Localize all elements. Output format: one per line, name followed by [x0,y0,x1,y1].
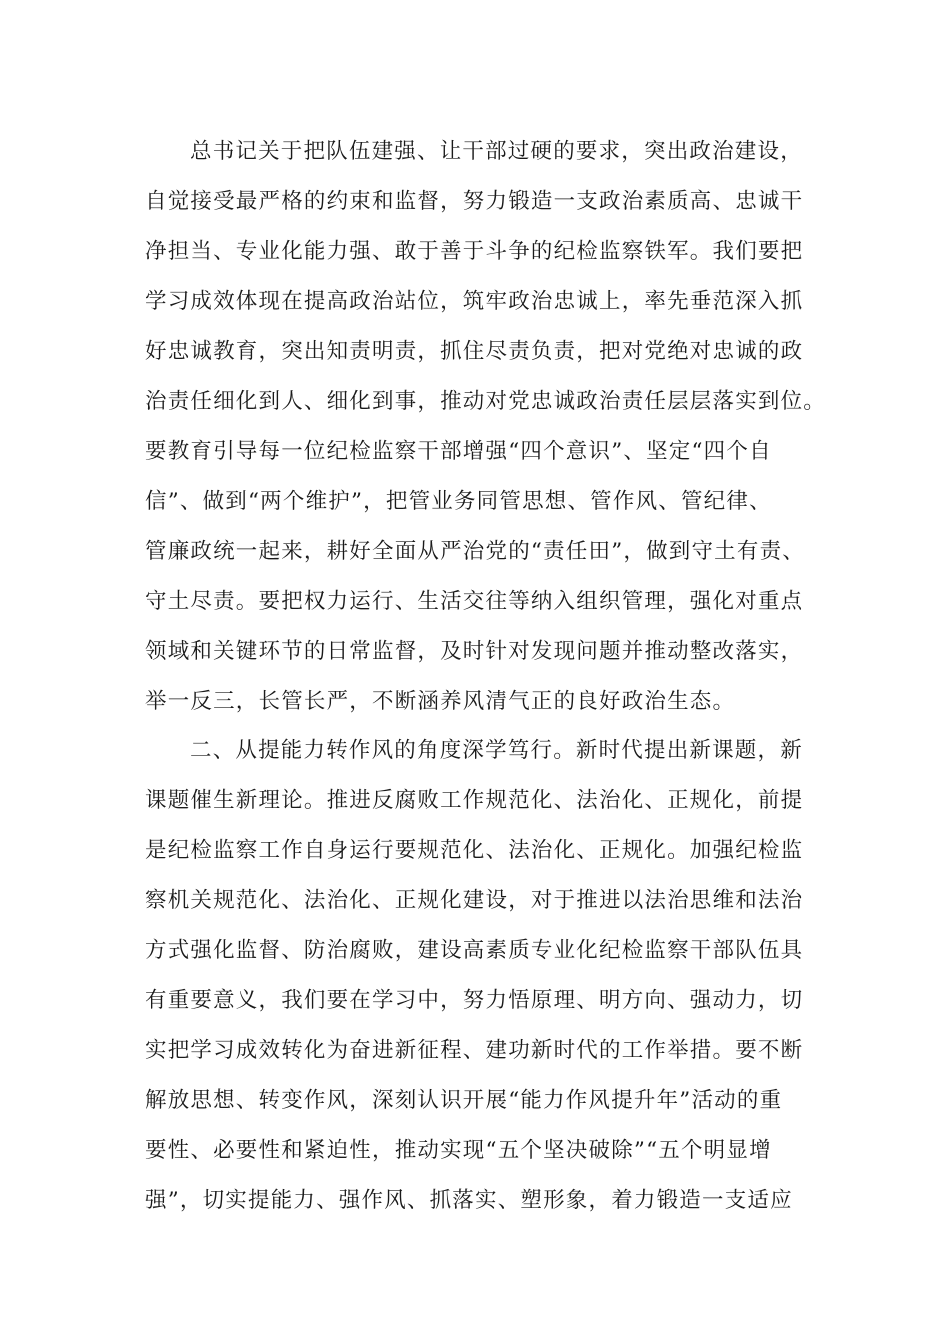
paragraph-line: 治责任细化到人、细化到事，推动对党忠诚政治责任层层落实到位。 [145,389,827,414]
paragraph-line: 净担当、专业化能力强、敢于善于斗争的纪检监察铁军。我们要把 [145,239,804,264]
paragraph-line: 解放思想、转变作风，深刻认识开展“能力作风提升年”活动的重 [145,1088,783,1113]
paragraph-line: 管廉政统一起来，耕好全面从严治党的“责任田”，做到守土有责、 [145,539,805,564]
paragraph-line: 好忠诚教育，突出知责明责，抓住尽责负责，把对党绝对忠诚的政 [145,339,804,364]
paragraph-line: 是纪检监察工作自身运行要规范化、法治化、正规化。加强纪检监 [145,838,804,863]
paragraph-line: 信”、做到“两个维护”，把管业务同管思想、管作风、管纪律、 [145,489,772,514]
paragraph-line: 课题催生新理论。推进反腐败工作规范化、法治化、正规化，前提 [145,788,804,813]
paragraph-line: 强”，切实提能力、强作风、抓落实、塑形象，着力锻造一支适应 [145,1188,793,1213]
paragraph-line: 自觉接受最严格的约束和监督，努力锻造一支政治素质高、忠诚干 [145,189,804,214]
paragraph-line: 要性、必要性和紧迫性，推动实现“五个坚决破除”“五个明显增 [145,1138,772,1163]
paragraph-line: 有重要意义，我们要在学习中，努力悟原理、明方向、强动力，切 [145,988,804,1013]
paragraph-line: 总书记关于把队伍建强、让干部过硬的要求，突出政治建设， [190,139,803,164]
paragraph-line: 要教育引导每一位纪检监察干部增强“四个意识”、坚定“四个自 [145,439,772,464]
paragraph-line: 领域和关键环节的日常监督，及时针对发现问题并推动整改落实， [145,639,804,664]
paragraph-line: 方式强化监督、防治腐败，建设高素质专业化纪检监察干部队伍具 [145,938,804,963]
paragraph-line: 守土尽责。要把权力运行、生活交往等纳入组织管理，强化对重点 [145,589,804,614]
paragraph-line: 学习成效体现在提高政治站位，筑牢政治忠诚上，率先垂范深入抓 [145,289,804,314]
paragraph-line: 举一反三，长管长严，不断涵养风清气正的良好政治生态。 [145,689,736,714]
paragraph-line: 实把学习成效转化为奋进新征程、建功新时代的工作举措。要不断 [145,1038,804,1063]
paragraph-line: 二、从提能力转作风的角度深学笃行。新时代提出新课题，新 [190,738,803,763]
paragraph-line: 察机关规范化、法治化、正规化建设，对于推进以法治思维和法治 [145,888,804,913]
